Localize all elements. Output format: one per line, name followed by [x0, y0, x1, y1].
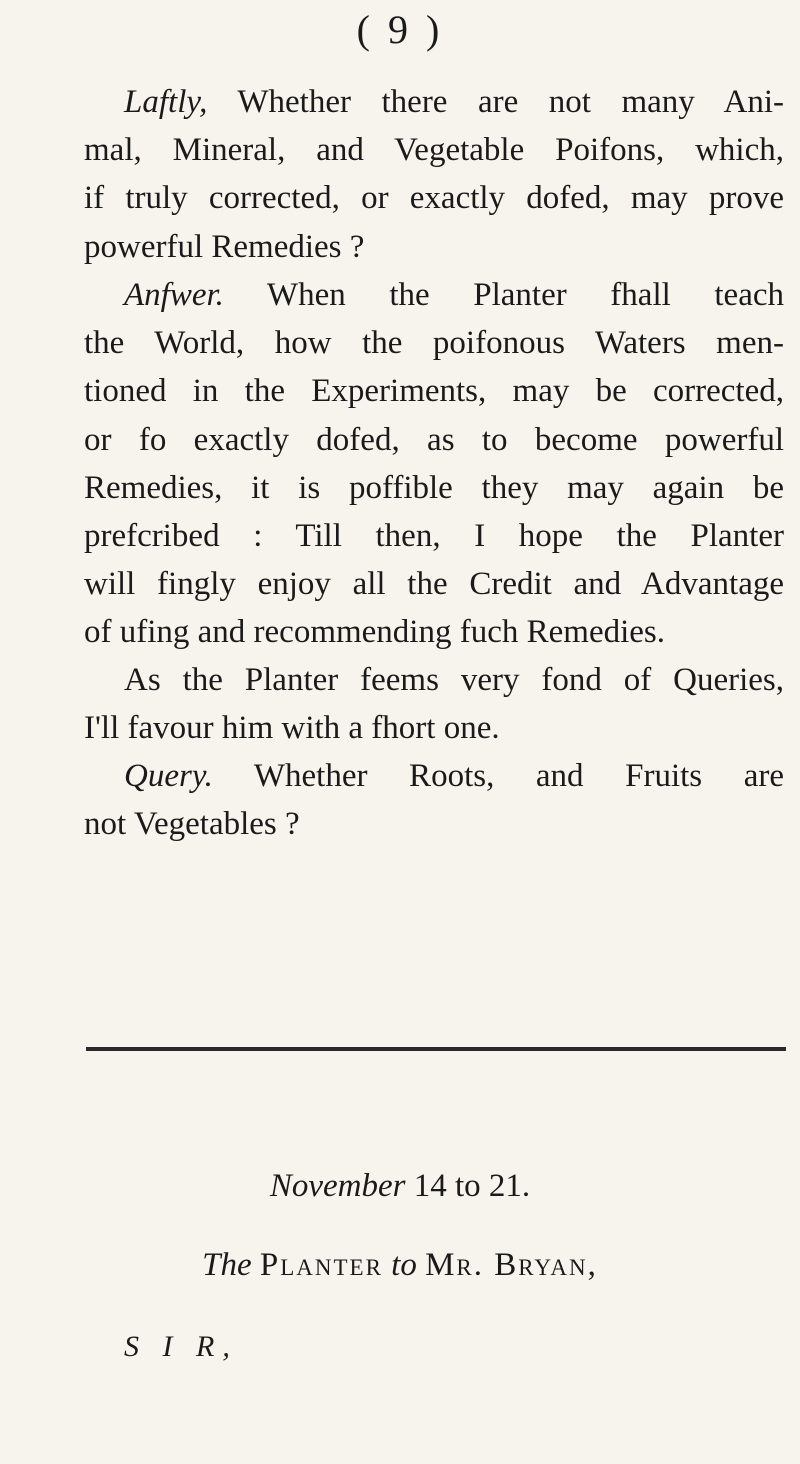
paragraph-answer — [84, 271, 784, 657]
text-line: will fingly enjoy all the Credit and Advantage — [84, 566, 784, 603]
line-text: Whether there are not many Ani- — [207, 84, 784, 120]
lead-word: Laftly, — [124, 84, 208, 120]
line-text: When the Planter fhall teach — [223, 277, 784, 313]
paragraph-queries — [84, 656, 784, 752]
text-line — [84, 78, 784, 126]
heading-recipient: Mr. Bryan, — [425, 1247, 598, 1283]
text-line: or fo exactly dofed, as to become powerful — [84, 421, 784, 458]
text-line: mal, Mineral, and Vegetable Poifons, which, — [84, 132, 784, 169]
letter-heading — [0, 1247, 800, 1284]
text-line: tioned in the Experiments, may be corrected, — [84, 373, 784, 410]
text-line — [84, 271, 784, 319]
text-line: the World, how the poifonous Waters men- — [84, 325, 784, 362]
text-line: of ufing and recommending fuch Remedies. — [84, 614, 665, 651]
page-number: ( 9 ) — [356, 7, 444, 52]
text-line: As the Planter feems very fond of Queries, — [124, 662, 784, 698]
salutation: S I R, — [124, 1330, 238, 1363]
line-text: Whether Roots, and Fruits are — [212, 758, 784, 794]
text-line: I'll favour him with a fhort one. — [84, 710, 500, 747]
text-line: Remedies, it is poffible they may again be — [84, 469, 784, 506]
text-line: prefcribed : Till then, I hope the Planter — [84, 517, 784, 554]
heading-planter: Planter — [259, 1247, 383, 1283]
text-line — [84, 752, 784, 800]
letter-body-container — [84, 1372, 784, 1464]
date-range: 14 to 21. — [405, 1168, 531, 1204]
date-month: November — [269, 1168, 406, 1204]
heading-to: to — [391, 1247, 417, 1283]
paragraph-query — [84, 752, 784, 848]
heading-the: The — [202, 1247, 252, 1283]
text-line: if truly corrected, or exactly dofed, may prove — [84, 180, 784, 217]
text-line: powerful Remedies ? — [84, 228, 365, 265]
lead-word: Anfwer. — [124, 277, 224, 313]
paragraph-lastly — [84, 78, 784, 271]
issue-date — [0, 1168, 800, 1205]
text-line: not Vegetables ? — [84, 806, 300, 843]
lead-word: Query. — [124, 758, 213, 794]
section-divider — [86, 1047, 786, 1051]
